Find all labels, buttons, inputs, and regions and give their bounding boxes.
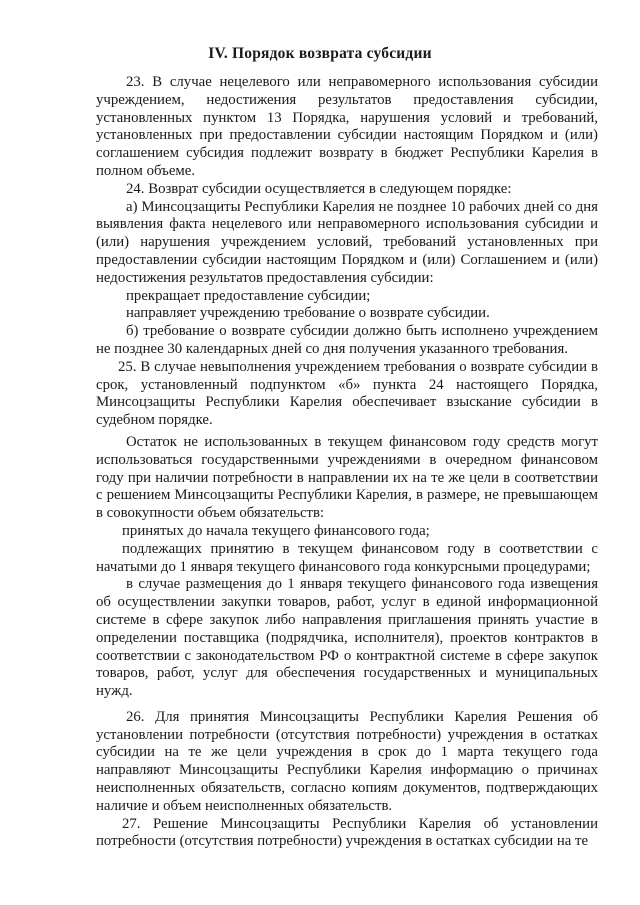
paragraph-23: 23. В случае нецелевого или неправомерного использования субсидии учреждением, недостижения результатов предоставления субсидии, установленных пунктом 13 Порядка, нарушения условий и требований, установленных при предоставлении субсидии настоящим Порядком и (или) соглашением субсидия подлежит возврату в бюджет Республики Карелия в полном объеме. bbox=[96, 74, 598, 179]
section-title: IV. Порядок возврата субсидии bbox=[208, 45, 432, 62]
paragraph-remainder-item-1: принятых до начала текущего финансового года; bbox=[122, 522, 430, 539]
paragraph-remainder: Остаток не использованных в текущем финансовом году средств могут использоваться государственными учреждениями в очередном финансовом году при наличии потребности в направлении их на те же цели в соответствии с решением Минсоцзащиты Республики Карелия, в размере, не превышающем в совокупности объем обязательств: bbox=[96, 433, 598, 522]
paragraph-27: 27. Решение Минсоцзащиты Республики Карелия об установлении потребности (отсутствия потребности) учреждения в остатках субсидии на те bbox=[96, 815, 598, 850]
paragraph-24a-item-1: прекращает предоставление субсидии; bbox=[126, 287, 371, 304]
paragraph-25: 25. В случае невыполнения учреждением требования о возврате субсидии в срок, установленный подпунктом «б» пункта 24 настоящего Порядка, Минсоцзащиты Республики Карелия обеспечивает взыскание субсидии в судебном порядке. bbox=[96, 358, 598, 429]
paragraph-remainder-item-3: в случае размещения до 1 января текущего финансового года извещения об осуществлении закупки товаров, работ, услуг в единой информационной системе в сфере закупок либо направления приглашения принять участие в определении поставщика (подрядчика, исполнителя), проектов контрактов в соответствии с законодательством РФ о контрактной системе в сфере закупок товаров, работ, услуг для обеспечения государственных и муниципальных нужд. bbox=[96, 576, 598, 700]
paragraph-24a: а) Минсоцзащиты Республики Карелия не позднее 10 рабочих дней со дня выявления факта нецелевого или неправомерного использования субсидии и (или) нарушения учреждением условий, требований установленных при предоставлении субсидии настоящим Порядком и (или) Соглашением и (или) недостижения результатов предоставления субсидии: bbox=[96, 198, 598, 286]
document-body bbox=[96, 74, 598, 851]
paragraph-24: 24. Возврат субсидии осуществляется в следующем порядке: bbox=[126, 180, 512, 197]
paragraph-24a-item-2: направляет учреждению требование о возврате субсидии. bbox=[126, 305, 490, 322]
paragraph-24b: б) требование о возврате субсидии должно быть исполнено учреждением не позднее 30 календарных дней со дня получения указанного требования. bbox=[96, 323, 598, 357]
paragraph-remainder-item-2: подлежащих принятию в текущем финансовом году в соответствии с начатыми до 1 января текущего финансового года конкурсными процедурами; bbox=[96, 540, 598, 575]
paragraph-26: 26. Для принятия Минсоцзащиты Республики Карелия Решения об установлении потребности (отсутствия потребности) учреждения в остатках субсидии на те же цели учреждения в срок до 1 марта текущего года направляют Минсоцзащиты Республики Карелия информацию о причинах неисполненных обязательств, согласно копиям документов, подтверждающих наличие и объем неисполненных обязательств. bbox=[96, 708, 598, 814]
